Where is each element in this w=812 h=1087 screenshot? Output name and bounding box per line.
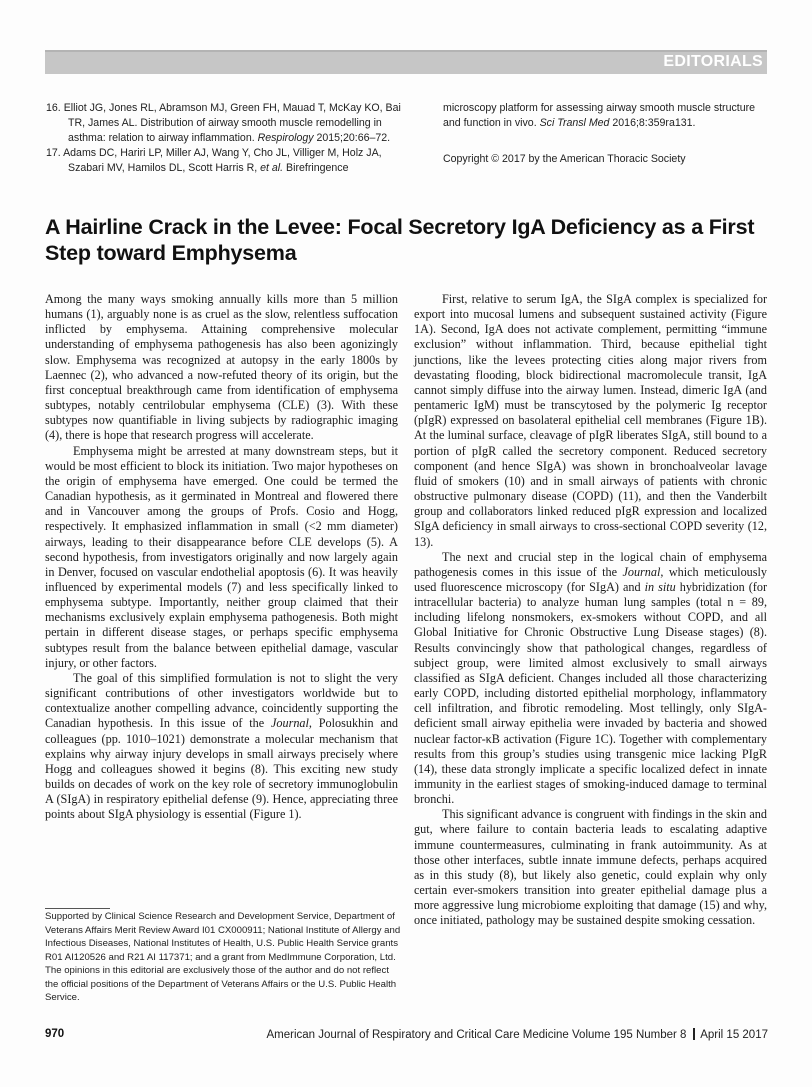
reference-item: [46, 101, 406, 146]
reference-list-right: [443, 101, 773, 131]
paragraph-text: The next and crucial step in the logical chain of emphysema pathogenesis comes in this issue of the: [414, 549, 767, 579]
body-paragraph: Emphysema might be arrested at many downstream steps, but it would be most efficient to block its initiation. Two major hypotheses on the origin of emphysema have emerged. One could be termed the Canadian hypothesis, as it germinated in Montreal and flowered there and in Vancouver among the groups of Profs. Cosio and Hogg, respectively. It emphasized inflammation in small (<2 mm diameter) airways, leading to their disappearance before CLE develops (5). A second hypothesis, from investigators originally and now largely again in Denver, focused on vascular endothelial apoptosis (6). It was heavily influenced by experimental models (7) and less specifically linked to emphysema subtype. Importantly, neither group claimed that their mechanisms exclusively explain emphysema pathogenesis. Both might pertain in different disease stages, or perhaps specific emphysema subtypes result from the balance between epithelial damage, vascular injury, or other factors.: [45, 443, 398, 670]
reference-text: Elliot JG, Jones RL, Abramson MJ, Green FH, Mauad T, McKay KO, Bai TR, James AL. Distribution of airway smooth muscle remodelling in asthma: relation to airway inflammation.: [63, 102, 401, 144]
paragraph-text: , Polosukhin and colleagues (pp. 1010–1021) demonstrate a molecular mechanism that explains why airway injury develops in small airways precisely where Hogg and colleagues showed it begins (8). This exciting new study builds on decades of work on the key role of secretory immunoglobulin A (SIgA) in respiratory epithelial defense (9). Hence, appreciating three points about SIgA physiology is essential (Figure 1).: [45, 716, 399, 822]
article-title: A Hairline Crack in the Levee: Focal Secretory IgA Deficiency as a First Step toward Emphysema: [45, 215, 755, 265]
journal-name: Journal: [622, 564, 661, 579]
funding-footnote: Supported by Clinical Science Research and Development Service, Department of Veterans Affairs Merit Review Award I01 CX000911; National Institute of Allergy and Infectious Diseases, National Institutes of Health, U.S. Public Health Service grants R01 AI120526 and R21 AI 117371; and a grant from MedImmune Corporation, Ltd. The opinions in this editorial are exclusively those of the author and do not reflect the official positions of the Department of Veterans Affairs or the U.S. Public Health Service.: [45, 911, 401, 1003]
body-column-left: [45, 292, 398, 822]
page-number: 970: [45, 1028, 65, 1040]
footnote-divider: [45, 908, 110, 909]
reference-etal: et al.: [260, 162, 284, 174]
reference-number: 17.: [46, 147, 61, 159]
reference-item: [46, 146, 406, 176]
reference-text-end: Birefringence: [283, 162, 349, 174]
paragraph-text: hybridization (for intracellular bacteria) to analyze human lung samples (total n = 89, including lifelong nonsmokers, ex-smokers without COPD, and all Global Initiative for Chronic Obstructive Lung Disease stages) (8). Results convincingly show that pathological changes, regardless of subject group, were limited almost exclusively to small airways classified as SIgA deficient. Changes included all those characterizing early COPD, including distorted epithelial morphology, inflammatory cell infiltration, and fibrotic remodeling. Most tellingly, only SIgA-deficient small airway epithelia were invaded by bacteria and showed nuclear factor-κB activation (Figure 1C). Together with complementary results from this group’s studies using transgenic mice lacking PIgR (14), these data strongly implicate a specific localized defect in innate immunity in the earliest stages of smoking-induced damage to terminal bronchi.: [414, 579, 768, 807]
reference-list-left: [46, 101, 406, 176]
reference-text: microscopy platform for assessing airway smooth muscle structure and function in vivo.: [443, 102, 756, 129]
journal-citation: American Journal of Respiratory and Critical Care Medicine Volume 195 Number 8: [266, 1029, 687, 1041]
section-label: EDITORIALS: [663, 53, 763, 70]
latin-term: in situ: [644, 579, 676, 594]
body-paragraph: [414, 550, 767, 808]
reference-journal: Respirology: [257, 132, 314, 144]
body-column-right: [414, 292, 767, 929]
body-paragraph: Among the many ways smoking annually kills more than 5 million humans (1), arguably none is as cruel as the slow, relentless suffocation inflicted by emphysema. Attaining comprehensive molecular understanding of emphysema pathogenesis has also been agonizingly slow. Emphysema was recognized at autopsy in the early 1800s by Laennec (2), who advanced a now-refuted theory of its origin, but the first conceptual breakthrough came from identification of emphysema subtypes, notably centrilobular emphysema (CLE) (3). With these subtypes now quantifiable in living subjects by radiographic imaging (4), there is hope that research progress will accelerate.: [45, 292, 398, 443]
reference-continuation: [443, 101, 773, 131]
footer-separator: [693, 1028, 695, 1040]
copyright-notice: Copyright © 2017 by the American Thoracic Society: [443, 153, 686, 165]
body-paragraph: [45, 671, 398, 823]
body-paragraph: First, relative to serum IgA, the SIgA complex is specialized for export into mucosal lumens and subsequent sustained activity (Figure 1A). Second, IgA does not activate complement, permitting “immune exclusion” without inflammation. Third, because epithelial tight junctions, like the levees protecting cities along major rivers from devastating flooding, block bidirectional macromolecule transit, IgA cannot simply diffuse into the airway lumen. Instead, dimeric IgA (and pentameric IgM) must be transcytosed by the polymeric Ig receptor (pIgR) expressed on basolateral epithelial cell membranes (Figure 1B). At the luminal surface, cleavage of pIgR liberates SIgA, still bound to a portion of pIgR called the secretory component. Reduced secretory component (and hence SIgA) was shown in bronchoalveolar lavage fluid of smokers (10) and in small airways of patients with chronic obstructive pulmonary disease (COPD) (11), and then the Vanderbilt group and collaborators linked reduced pIgR expression and localized SIgA deficiency in small airways to cross-sectional COPD severity (12, 13).: [414, 292, 767, 549]
paragraph-text: , which meticulously used fluorescence microscopy (for SIgA) and: [414, 564, 767, 594]
section-header-bar: [45, 50, 767, 74]
journal-name: Journal: [270, 716, 309, 731]
journal-footer: [267, 1028, 769, 1041]
paragraph-text: The goal of this simplified formulation is not to slight the very significant contributions of other investigators worldwide but to contextualize another compelling advance, coincidently supporting the Canadian hypothesis. In this issue of the: [45, 670, 398, 731]
reference-journal: Sci Transl Med: [539, 117, 610, 129]
reference-citation: 2016;8:359ra131.: [609, 117, 696, 129]
reference-number: 16.: [46, 102, 61, 114]
issue-date: April 15 2017: [700, 1029, 768, 1041]
reference-citation: 2015;20:66–72.: [313, 132, 391, 144]
reference-text: Adams DC, Hariri LP, Miller AJ, Wang Y, Cho JL, Villiger M, Holz JA, Szabari MV, Hamilos DL, Scott Harris R,: [63, 147, 382, 174]
body-paragraph: This significant advance is congruent with findings in the skin and gut, where failure to contain bacteria leads to escalating adaptive immune countermeasures, culminating in frank autoimmunity. As at those other interfaces, subtle innate immune defects, perhaps acquired as in this study (8), but likely also genetic, could explain why only certain ever-smokers transition into greater epithelial damage plus a more aggressive lung microbiome exploiting that damage (15) and why, once initiated, pathology may be sustained despite smoking cessation.: [414, 807, 767, 928]
